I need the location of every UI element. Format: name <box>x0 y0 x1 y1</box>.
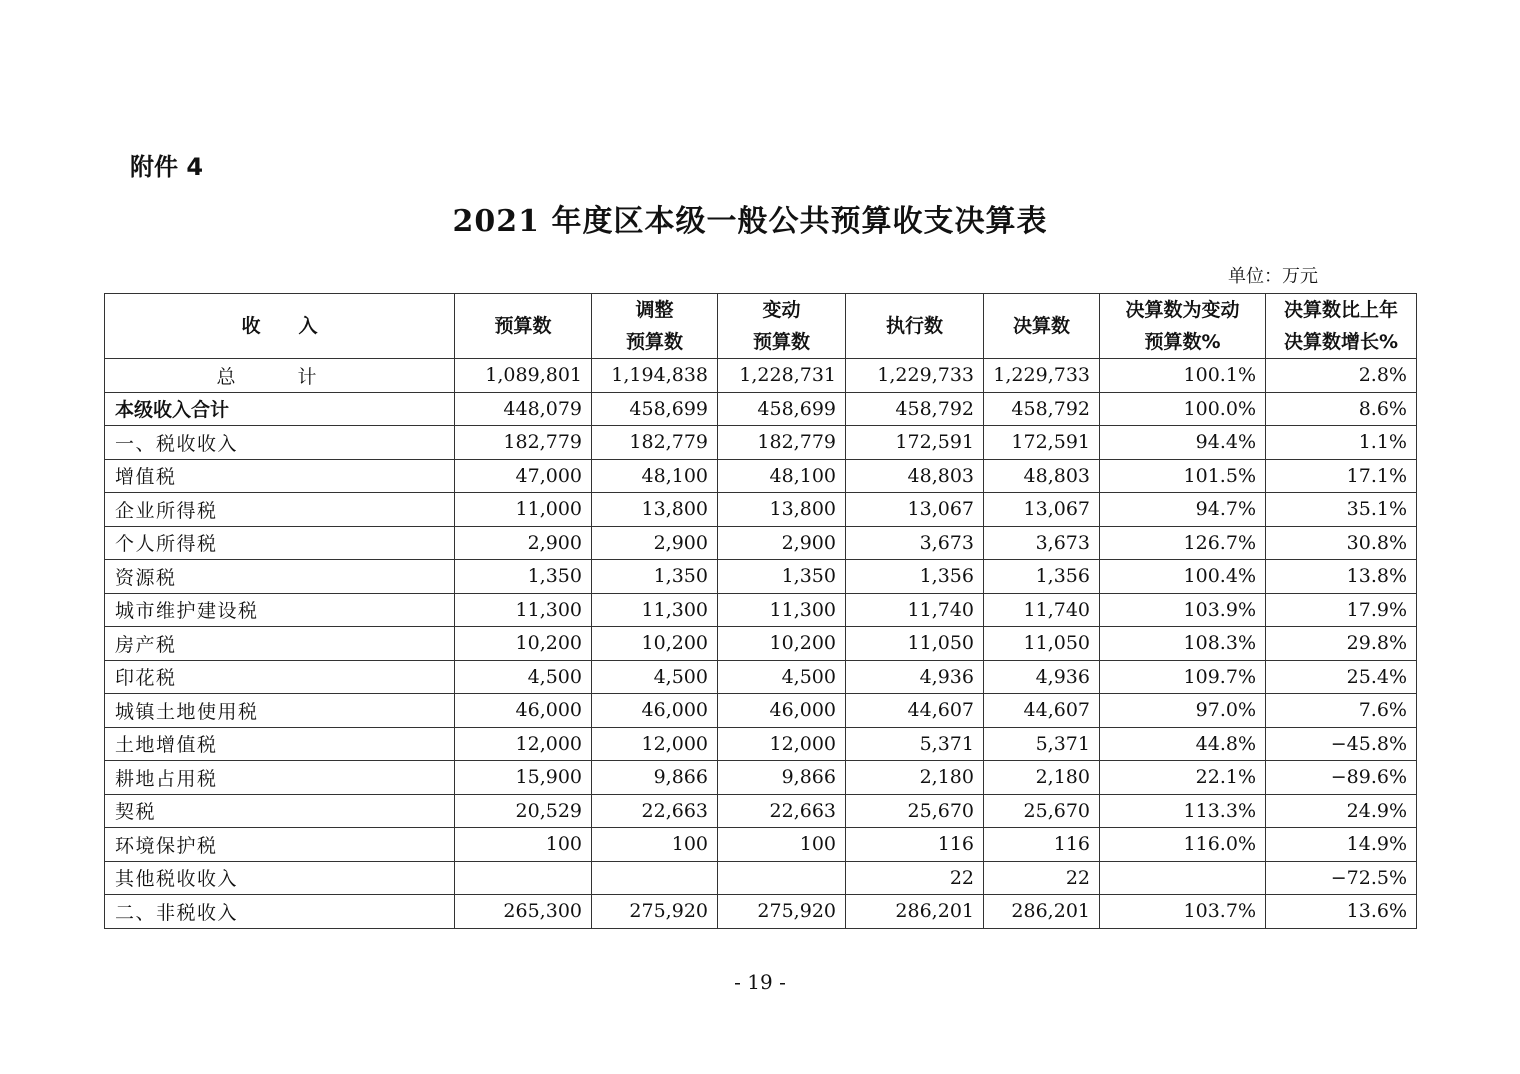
table-cell: 2,180 <box>984 761 1100 795</box>
table-cell <box>718 861 846 895</box>
column-header-line: 预算数% <box>1144 331 1221 353</box>
table-cell: 116 <box>846 828 984 862</box>
table-cell: 1,356 <box>846 560 984 594</box>
table-cell: 11,300 <box>455 593 592 627</box>
table-cell <box>592 861 718 895</box>
table-row <box>105 560 1417 594</box>
table-cell: 1,350 <box>718 560 846 594</box>
table-cell: −89.6% <box>1266 761 1417 795</box>
table-row <box>105 493 1417 527</box>
table-cell: 24.9% <box>1266 794 1417 828</box>
column-header-line: 决算数 <box>1012 315 1070 337</box>
table-cell: 10,200 <box>455 627 592 661</box>
table-cell: 5,371 <box>984 727 1100 761</box>
table-cell: 11,740 <box>846 593 984 627</box>
table-row <box>105 593 1417 627</box>
table-cell: 182,779 <box>718 426 846 460</box>
column-header-line: 决算数增长% <box>1283 331 1399 353</box>
table-cell: 5,371 <box>846 727 984 761</box>
column-header-line: 预算数 <box>625 331 683 353</box>
table-cell: 1,089,801 <box>455 359 592 393</box>
column-header-line: 调整 <box>635 299 674 321</box>
row-label: 耕地占用税 <box>105 761 455 795</box>
table-cell: 100.4% <box>1100 560 1266 594</box>
table-cell: 265,300 <box>455 895 592 929</box>
table-cell: 46,000 <box>718 694 846 728</box>
column-header <box>455 294 592 359</box>
table-cell: 1,194,838 <box>592 359 718 393</box>
table-cell: 11,050 <box>984 627 1100 661</box>
table-cell: 7.6% <box>1266 694 1417 728</box>
table-cell: 100 <box>455 828 592 862</box>
table-cell: 100.1% <box>1100 359 1266 393</box>
table-cell: 29.8% <box>1266 627 1417 661</box>
table-cell: −45.8% <box>1266 727 1417 761</box>
table-cell: 44,607 <box>984 694 1100 728</box>
table-cell: 1,228,731 <box>718 359 846 393</box>
column-header-line: 收 入 <box>241 315 318 337</box>
table-cell: 48,803 <box>984 459 1100 493</box>
page-title: 2021 年度区本级一般公共预算收支决算表 <box>452 204 1048 239</box>
attachment-label: 附件 4 <box>130 153 204 181</box>
table-cell: 2,900 <box>592 526 718 560</box>
table-cell: 2,180 <box>846 761 984 795</box>
table-cell: 22 <box>984 861 1100 895</box>
row-label: 环境保护税 <box>105 828 455 862</box>
table-row <box>105 727 1417 761</box>
table-cell: 17.9% <box>1266 593 1417 627</box>
table-cell: 25.4% <box>1266 660 1417 694</box>
table-cell: 11,740 <box>984 593 1100 627</box>
row-label: 土地增值税 <box>105 727 455 761</box>
table-cell: 13,800 <box>718 493 846 527</box>
row-label: 一、税收收入 <box>105 426 455 460</box>
table-cell: 25,670 <box>984 794 1100 828</box>
table-cell: 116 <box>984 828 1100 862</box>
table-cell: 4,936 <box>984 660 1100 694</box>
table-cell: 35.1% <box>1266 493 1417 527</box>
table-row <box>105 828 1417 862</box>
table-cell <box>1100 861 1266 895</box>
table-cell: 1.1% <box>1266 426 1417 460</box>
table-cell: 44,607 <box>846 694 984 728</box>
table-cell: 182,779 <box>455 426 592 460</box>
table-cell: 46,000 <box>455 694 592 728</box>
table-cell: 100.0% <box>1100 392 1266 426</box>
table-cell: 44.8% <box>1100 727 1266 761</box>
table-row <box>105 694 1417 728</box>
table-cell: 11,050 <box>846 627 984 661</box>
table-cell: 2,900 <box>455 526 592 560</box>
row-label: 企业所得税 <box>105 493 455 527</box>
page-number: - 19 - <box>734 970 786 994</box>
table-cell: 10,200 <box>592 627 718 661</box>
table-cell: 12,000 <box>455 727 592 761</box>
table-cell: 14.9% <box>1266 828 1417 862</box>
table-cell: 275,920 <box>592 895 718 929</box>
table-row <box>105 392 1417 426</box>
table-row <box>105 426 1417 460</box>
column-header <box>718 294 846 359</box>
row-label: 城市维护建设税 <box>105 593 455 627</box>
table-cell: −72.5% <box>1266 861 1417 895</box>
table-cell: 22,663 <box>718 794 846 828</box>
table-cell: 9,866 <box>718 761 846 795</box>
column-header-line: 预算数 <box>752 331 810 353</box>
table-cell: 4,500 <box>455 660 592 694</box>
column-header-line: 决算数为变动 <box>1125 299 1240 321</box>
table-cell: 10,200 <box>718 627 846 661</box>
table-cell: 172,591 <box>846 426 984 460</box>
column-header-line: 变动 <box>762 299 801 321</box>
row-label: 房产税 <box>105 627 455 661</box>
row-label: 城镇土地使用税 <box>105 694 455 728</box>
table-row <box>105 627 1417 661</box>
table-cell: 458,699 <box>592 392 718 426</box>
table-row <box>105 660 1417 694</box>
row-label: 总 计 <box>105 359 455 393</box>
table-cell: 25,670 <box>846 794 984 828</box>
column-header-line: 执行数 <box>885 315 943 337</box>
table-cell: 3,673 <box>846 526 984 560</box>
table-cell: 286,201 <box>846 895 984 929</box>
table-cell: 9,866 <box>592 761 718 795</box>
table-cell: 101.5% <box>1100 459 1266 493</box>
row-label: 本级收入合计 <box>105 392 455 426</box>
table-cell: 1,350 <box>592 560 718 594</box>
table-cell: 1,356 <box>984 560 1100 594</box>
table-cell: 22.1% <box>1100 761 1266 795</box>
table-header <box>105 294 1417 359</box>
table-cell: 4,500 <box>718 660 846 694</box>
row-label: 印花税 <box>105 660 455 694</box>
table-cell: 22 <box>846 861 984 895</box>
table-cell: 1,229,733 <box>984 359 1100 393</box>
table-cell: 2,900 <box>718 526 846 560</box>
table-cell: 286,201 <box>984 895 1100 929</box>
table-cell: 30.8% <box>1266 526 1417 560</box>
table-cell: 1,229,733 <box>846 359 984 393</box>
table-row <box>105 526 1417 560</box>
header-row <box>105 294 1417 359</box>
table-cell: 22,663 <box>592 794 718 828</box>
table-cell: 1,350 <box>455 560 592 594</box>
table-cell: 3,673 <box>984 526 1100 560</box>
table-cell: 94.7% <box>1100 493 1266 527</box>
column-header <box>105 294 455 359</box>
table-cell: 172,591 <box>984 426 1100 460</box>
table-cell: 275,920 <box>718 895 846 929</box>
table-cell: 448,079 <box>455 392 592 426</box>
table-row <box>105 895 1417 929</box>
table-cell: 109.7% <box>1100 660 1266 694</box>
table-cell: 12,000 <box>718 727 846 761</box>
table-cell: 103.7% <box>1100 895 1266 929</box>
table-cell: 116.0% <box>1100 828 1266 862</box>
table-cell: 12,000 <box>592 727 718 761</box>
table-cell: 20,529 <box>455 794 592 828</box>
table-cell: 13,067 <box>984 493 1100 527</box>
unit-label: 单位：万元 <box>1228 266 1318 287</box>
table-cell: 13,067 <box>846 493 984 527</box>
row-label: 增值税 <box>105 459 455 493</box>
column-header <box>984 294 1100 359</box>
table-cell: 2.8% <box>1266 359 1417 393</box>
table-cell: 458,699 <box>718 392 846 426</box>
table-cell: 182,779 <box>592 426 718 460</box>
row-label: 契税 <box>105 794 455 828</box>
table-row <box>105 794 1417 828</box>
table-cell: 11,300 <box>718 593 846 627</box>
column-header <box>1266 294 1417 359</box>
table-cell: 48,803 <box>846 459 984 493</box>
table-cell: 458,792 <box>846 392 984 426</box>
row-label: 资源税 <box>105 560 455 594</box>
table-cell: 113.3% <box>1100 794 1266 828</box>
row-label: 二、非税收入 <box>105 895 455 929</box>
budget-table <box>104 293 1417 929</box>
table-row <box>105 861 1417 895</box>
table-cell: 47,000 <box>455 459 592 493</box>
table-cell <box>455 861 592 895</box>
table-cell: 48,100 <box>592 459 718 493</box>
table-cell: 48,100 <box>718 459 846 493</box>
table-row <box>105 761 1417 795</box>
table-row <box>105 359 1417 393</box>
table-cell: 8.6% <box>1266 392 1417 426</box>
row-label: 个人所得税 <box>105 526 455 560</box>
table-cell: 103.9% <box>1100 593 1266 627</box>
table-cell: 46,000 <box>592 694 718 728</box>
table-cell: 97.0% <box>1100 694 1266 728</box>
row-label: 其他税收收入 <box>105 861 455 895</box>
table-cell: 13,800 <box>592 493 718 527</box>
table-cell: 108.3% <box>1100 627 1266 661</box>
table-cell: 4,936 <box>846 660 984 694</box>
table-row <box>105 459 1417 493</box>
table-cell: 458,792 <box>984 392 1100 426</box>
column-header-line: 预算数 <box>494 315 552 337</box>
table-cell: 15,900 <box>455 761 592 795</box>
table-cell: 17.1% <box>1266 459 1417 493</box>
table-body <box>105 359 1417 929</box>
table-cell: 100 <box>592 828 718 862</box>
column-header <box>846 294 984 359</box>
column-header <box>1100 294 1266 359</box>
table-cell: 4,500 <box>592 660 718 694</box>
column-header <box>592 294 718 359</box>
table-cell: 11,000 <box>455 493 592 527</box>
table-cell: 13.8% <box>1266 560 1417 594</box>
table-cell: 13.6% <box>1266 895 1417 929</box>
column-header-line: 决算数比上年 <box>1283 299 1398 321</box>
table-cell: 126.7% <box>1100 526 1266 560</box>
table-cell: 100 <box>718 828 846 862</box>
table-cell: 11,300 <box>592 593 718 627</box>
table-cell: 94.4% <box>1100 426 1266 460</box>
